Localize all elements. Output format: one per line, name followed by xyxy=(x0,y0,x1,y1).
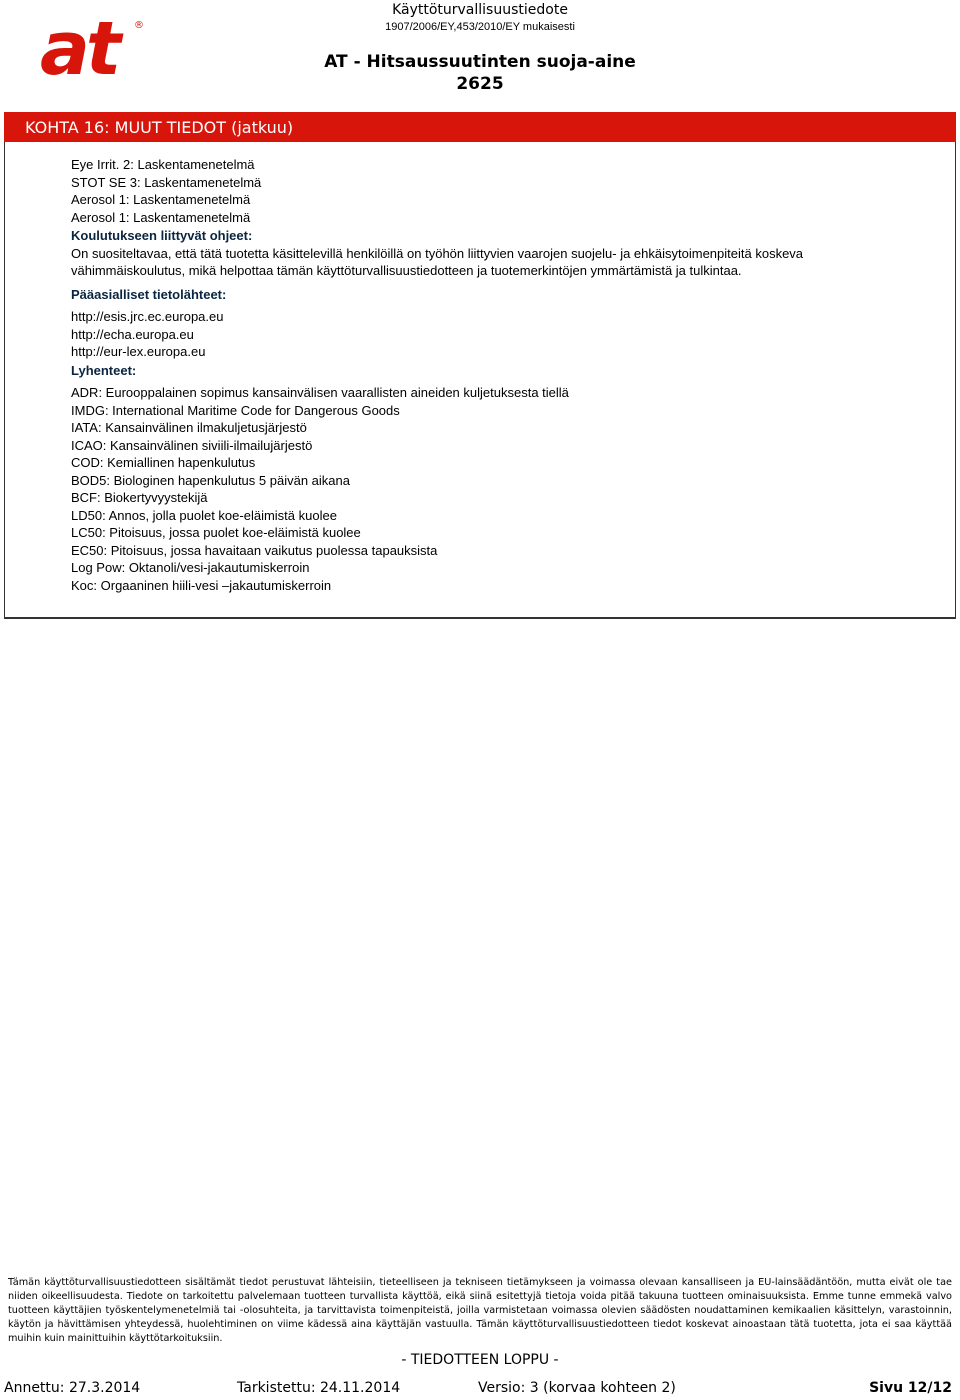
training-text: On suositeltavaa, että tätä tuotetta käsittelevillä henkilöillä on työhön liittyvien vaarojen suojelu- ja ehkäisytoimenpiteitä koskeva vähimmäiskoulutus, mikä helpottaa tämän käyttöturvallisuustiedotteen ja tuotemerkintöjen ymmärtämistä ja tulkintaa. xyxy=(71,245,804,278)
source-link[interactable]: http://esis.jrc.ec.europa.eu xyxy=(71,309,224,324)
section-content xyxy=(71,156,911,594)
checked-date: Tarkistettu: 24.11.2014 xyxy=(237,1380,401,1396)
sources-heading: Pääasialliset tietolähteet: xyxy=(71,286,227,302)
abbreviation-item: BCF: Biokertyvyystekijä xyxy=(71,490,208,505)
product-name: AT - Hitsaussuutinten suoja-aine xyxy=(324,52,636,72)
classification-line: Aerosol 1: Laskentamenetelmä xyxy=(71,209,251,225)
classification-line: Eye Irrit. 2: Laskentamenetelmä xyxy=(71,157,255,172)
disclaimer-text: Tämän käyttöturvallisuustiedotteen sisältämät tiedot perustuvat lähteisiin, tieteelliseen ja tekniseen tietämykseen ja voimassa olevaan kansalliseen ja EU-lainsäädäntöön, mutta eivät ole tae niiden oikeellisuudesta. Tiedote on tarkoitettu palvelemaan tuotteen turvallista käyttöä, eikä siinä esitettyjä tietoja voida pitää takuuna tuotteen ominaisuuksista. Emme tunne emmekä valvo tuotteen käyttäjien työskentelymenetelmiä tai -olosuhteita, ja tarvittavista toimenpiteistä, joilla varmistetaan voimassa olevien säädösten noudattaminen kemikaalien käsittelyn, varastoinnin, käytön ja hävittämisen yhteydessä, huolehtiminen on viime kädessä aina käyttäjän vastuulla. Tämän käyttöturvallisuustiedotteen tiedot koskevat ainoastaan tätä tuotetta, jota ei saa käyttää muihin kuin mainittuihin käyttötarkoituksiin. xyxy=(8,1277,952,1344)
document-title: Käyttöturvallisuustiedote xyxy=(392,2,568,18)
abbreviation-item: Koc: Orgaaninen hiili-vesi –jakautumiskerroin xyxy=(71,577,332,593)
abbreviation-item: ICAO: Kansainvälinen siviili-ilmailujärjestö xyxy=(71,437,313,453)
source-link[interactable]: http://eur-lex.europa.eu xyxy=(71,344,206,359)
training-heading: Koulutukseen liittyvät ohjeet: xyxy=(71,228,253,243)
end-of-document-marker: - TIEDOTTEEN LOPPU - xyxy=(401,1352,559,1368)
section-heading-bar xyxy=(4,112,956,142)
abbreviation-item: LD50: Annos, jolla puolet koe-eläimistä kuolee xyxy=(71,507,337,523)
source-link[interactable]: http://echa.europa.eu xyxy=(71,326,194,342)
abbreviation-item: IATA: Kansainvälinen ilmakuljetusjärjestö xyxy=(71,420,307,435)
abbreviation-item: EC50: Pitoisuus, jossa havaitaan vaikutus puolessa tapauksista xyxy=(71,542,438,558)
abbreviation-item: BOD5: Biologinen hapenkulutus 5 päivän aikana xyxy=(71,472,350,488)
regulation-reference: 1907/2006/EY,453/2010/EY mukaisesti xyxy=(385,21,575,33)
page-number: Sivu 12/12 xyxy=(869,1380,952,1396)
abbreviation-item: Log Pow: Oktanoli/vesi-jakautumiskerroin xyxy=(71,560,310,575)
abbreviation-item: ADR: Eurooppalainen sopimus kansainvälisen vaarallisten aineiden kuljetuksesta tiellä xyxy=(71,385,569,400)
abbreviation-item: LC50: Pitoisuus, jossa puolet koe-eläimistä kuolee xyxy=(71,525,361,540)
classification-line: STOT SE 3: Laskentamenetelmä xyxy=(71,174,262,190)
abbreviations-heading: Lyhenteet: xyxy=(71,362,137,378)
abbreviation-item: COD: Kemiallinen hapenkulutus xyxy=(71,455,256,470)
product-code: 2625 xyxy=(456,74,504,94)
issued-date: Annettu: 27.3.2014 xyxy=(4,1380,141,1396)
company-logo xyxy=(38,14,148,82)
classification-line: Aerosol 1: Laskentamenetelmä xyxy=(71,192,251,207)
logo-registered-mark: ® xyxy=(134,20,144,31)
abbreviation-item: IMDG: International Maritime Code for Dangerous Goods xyxy=(71,402,400,418)
logo-text: at xyxy=(40,14,118,82)
version-info: Versio: 3 (korvaa kohteen 2) xyxy=(478,1380,676,1396)
section-title: KOHTA 16: MUUT TIEDOT (jatkuu) xyxy=(25,118,294,137)
